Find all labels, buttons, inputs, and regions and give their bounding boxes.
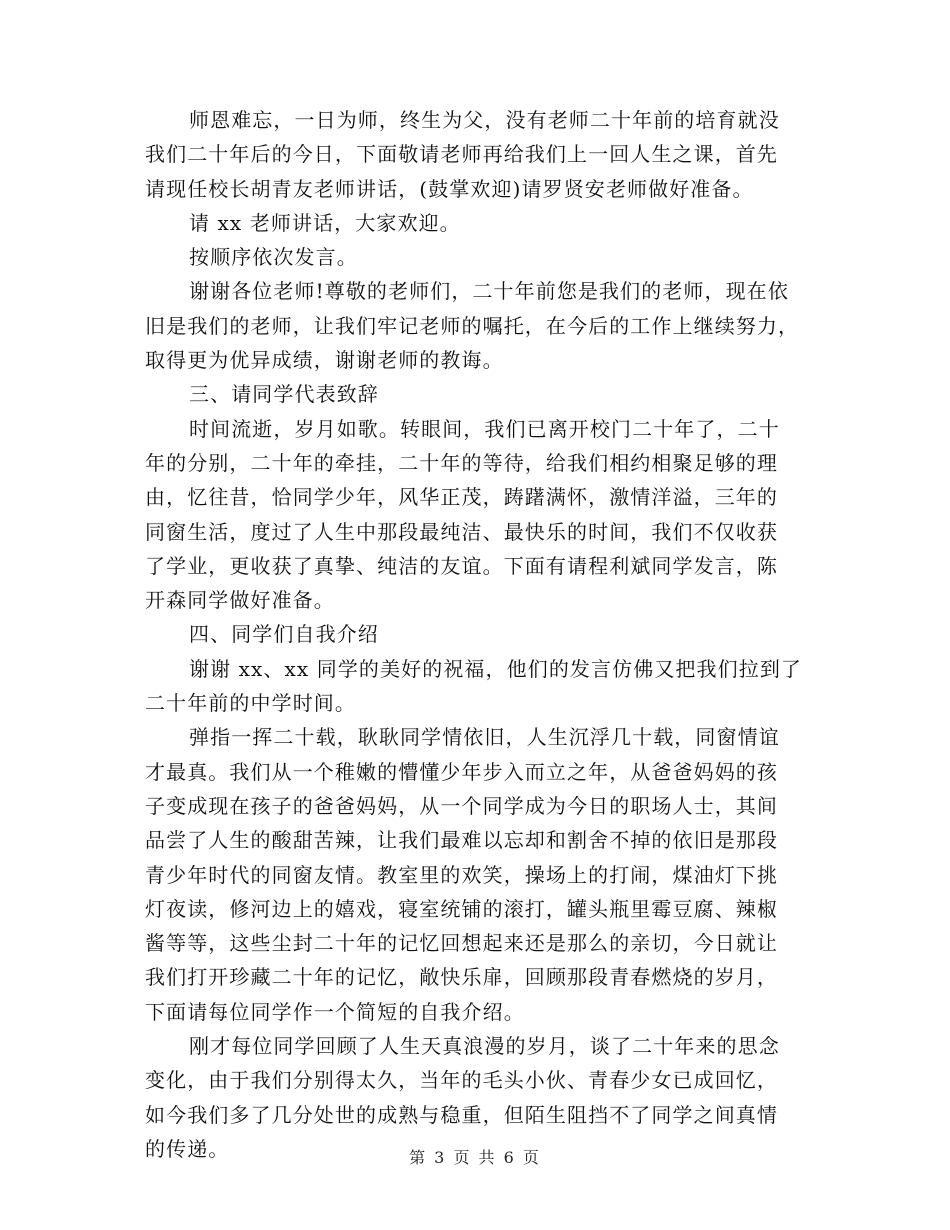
text-line: 年的分别，二十年的牵挂，二十年的等待，给我们相约相聚足够的理 <box>145 450 778 475</box>
text-line: 弹指一挥二十载，耿耿同学情依旧，人生沉浮几十载，同窗情谊 <box>189 725 780 750</box>
text-line: 我们打开珍藏二十年的记忆，敞快乐扉，回顾那段青春燃烧的岁月， <box>145 965 778 990</box>
text-line: 了学业，更收获了真挚、纯洁的友谊。下面有请程利斌同学发言，陈 <box>145 553 778 578</box>
text-line: 我们二十年后的今日，下面敬请老师再给我们上一回人生之课，首先 <box>145 142 778 167</box>
text-line: 开森同学做好准备。 <box>145 588 335 613</box>
page-number: 第 3 页 共 6 页 <box>409 1148 541 1167</box>
text-line: 时间流逝，岁月如歌。转眼间，我们已离开校门二十年了，二十 <box>189 416 780 441</box>
text-line: 谢谢 xx、xx 同学的美好的祝福，他们的发言仿佛又把我们拉到了 <box>189 656 803 681</box>
text-line: 请现任校长胡青友老师讲话，(鼓掌欢迎)请罗贤安老师做好准备。 <box>145 176 754 201</box>
text-line: 由，忆往昔，恰同学少年，风华正茂，踌躇满怀，激情洋溢，三年的 <box>145 485 778 510</box>
text-line: 的传递。 <box>145 1136 230 1161</box>
text-line: 刚才每位同学回顾了人生天真浪漫的岁月，谈了二十年来的思念 <box>189 1034 780 1059</box>
text-line: 青少年时代的同窗友情。教室里的欢笑，操场上的打闹，煤油灯下挑 <box>145 862 778 887</box>
text-line: 酱等等，这些尘封二十年的记忆回想起来还是那么的亲切，今日就让 <box>145 931 778 956</box>
text-line: 请 xx 老师讲话，大家欢迎。 <box>189 210 461 235</box>
text-line: 品尝了人生的酸甜苦辣，让我们最难以忘却和割舍不掉的依旧是那段 <box>145 828 778 853</box>
document-body <box>145 103 807 1166</box>
text-line: 二十年前的中学时间。 <box>145 691 356 716</box>
text-line: 如今我们多了几分处世的成熟与稳重，但陌生阻挡不了同学之间真情 <box>145 1102 778 1127</box>
text-line: 灯夜读，修河边上的嬉戏，寝室统铺的滚打，罐头瓶里霉豆腐、辣椒 <box>145 896 778 921</box>
text-line: 谢谢各位老师!尊敬的老师们，二十年前您是我们的老师，现在依 <box>189 279 789 304</box>
text-line: 旧是我们的老师，让我们牢记老师的嘱托，在今后的工作上继续努力， <box>145 313 800 338</box>
text-line: 子变成现在孩子的爸爸妈妈，从一个同学成为今日的职场人士，其间 <box>145 793 778 818</box>
text-line: 按顺序依次发言。 <box>189 245 358 270</box>
text-line: 下面请每位同学作一个简短的自我介绍。 <box>145 999 525 1024</box>
text-line: 才最真。我们从一个稚嫩的懵懂少年步入而立之年，从爸爸妈妈的孩 <box>145 759 778 784</box>
text-line: 师恩难忘，一日为师，终生为父，没有老师二十年前的培育就没 <box>189 108 780 132</box>
text-line: 同窗生活，度过了人生中那段最纯洁、最快乐的时间，我们不仅收获 <box>145 519 778 544</box>
text-line: 四、同学们自我介绍 <box>189 622 379 647</box>
text-line: 变化，由于我们分别得太久，当年的毛头小伙、青春少女已成回忆， <box>145 1068 778 1093</box>
text-line: 取得更为优异成绩，谢谢老师的教诲。 <box>145 348 504 373</box>
text-line: 三、请同学代表致辞 <box>189 382 379 407</box>
